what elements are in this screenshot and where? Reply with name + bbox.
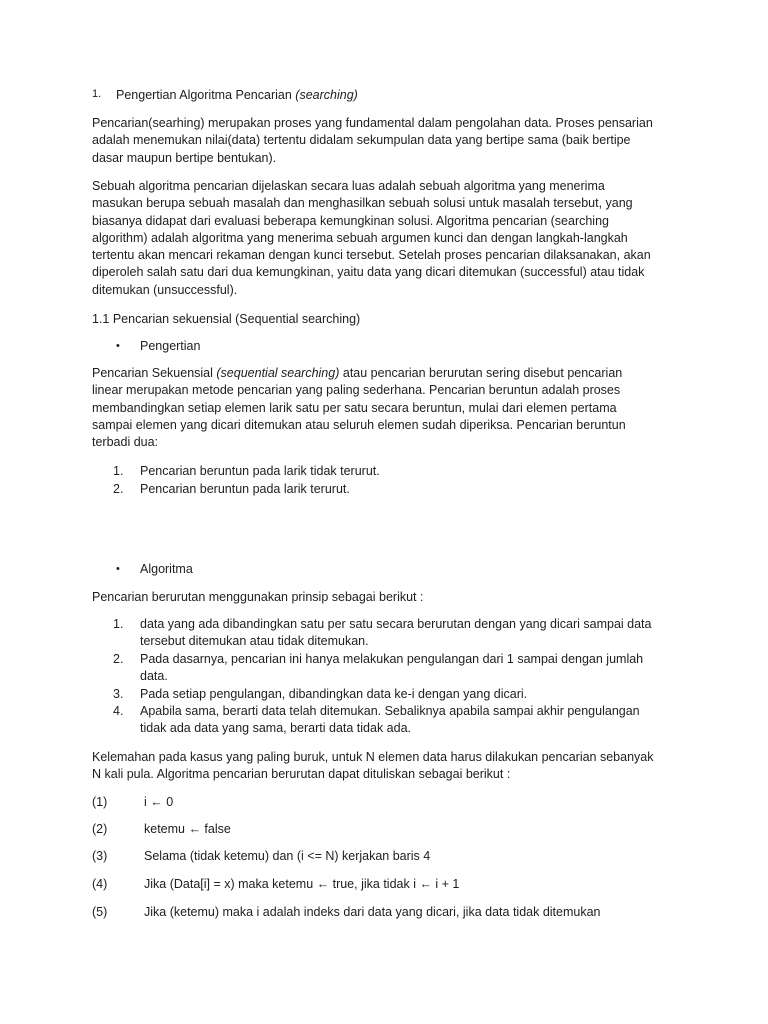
step-label: (2) [92,822,108,836]
step-label: (1) [92,795,108,809]
paragraph-line: diperoleh salah satu dari dua kemungkinan, yaitu data yang dicari ditemukan (successful) atau tidak [92,265,645,280]
list-item-continuation: tidak ada data yang sama, berarti data tidak ada. [140,721,412,735]
step-text: i ← 0 [144,795,174,809]
paragraph-line: N kali pula. Algoritma pencarian berurutan dapat dituliskan sebagai berikut : [92,767,511,782]
section-title-italic: (searching) [295,88,358,102]
list-number: 1. [113,464,124,478]
paragraph-line: biasanya didapat dari evaluasi beberapa kemungkinan solusi. Algoritma pencarian (searching [92,213,609,228]
paragraph-line: algorithm) adalah algoritma yang menerima sebuah argumen kunci dan dengan langkah-langkah [92,230,628,245]
section-title [116,88,358,102]
paragraph-line: membandingkan setiap elemen larik satu per satu secara beruntun, mulai dari elemen pertama [92,400,617,415]
list-number: 2. [113,482,124,496]
paragraph-line [92,365,692,382]
paragraph-line: dasar maupun bertipe bentukan). [92,150,277,165]
step-text: Jika (ketemu) maka i adalah indeks dari data yang dicari, jika data tidak ditemukan [144,905,601,919]
paragraph-sequential [92,365,692,451]
list-number: 2. [113,652,124,666]
paragraph-line: sampai elemen yang dicari ditemukan atau seluruh elemen sudah diperiksa. Pencarian beruntun [92,417,626,432]
list-item: Pada setiap pengulangan, dibandingkan data ke-i dengan yang dicari. [140,687,528,701]
paragraph-algorithm-description [92,178,692,299]
step-text: ketemu ← false [144,822,231,836]
paragraph-weakness [92,749,692,784]
list-item: Pencarian beruntun pada larik tidak terurut. [140,464,380,478]
paragraph-line: masukan berupa sebuah masalah dan menghasilkan sebuah solusi untuk masalah tersebut, yang [92,196,633,211]
step-text: Jika (Data[i] = x) maka ketemu ← true, jika tidak i ← i + 1 [144,877,460,891]
bullet-dot: • [116,563,120,575]
paragraph-line: terbadi dua: [92,435,159,450]
list-item: Apabila sama, berarti data telah ditemukan. Sebaliknya apabila sampai akhir pengulangan [140,704,640,718]
paragraph-line: Sebuah algoritma pencarian dijelaskan secara luas adalah sebuah algoritma yang menerima [92,179,605,193]
paragraph-line: Pencarian(searhing) merupakan proses yang fundamental dalam pengolahan data. Proses pensarian [92,116,653,130]
paragraph-line: linear merupakan metode pencarian yang paling sederhana. Pencarian beruntun adalah proses [92,383,621,398]
section-number: 1. [92,88,102,100]
paragraph-line: ditemukan (unsuccessful). [92,282,238,297]
bullet-pengertian: Pengertian [140,339,201,353]
step-label: (3) [92,849,108,863]
step-label: (4) [92,877,108,891]
list-item: Pencarian beruntun pada larik terurut. [140,482,350,496]
paragraph-definition [92,115,692,167]
list-number: 4. [113,704,124,718]
paragraph-line: Kelemahan pada kasus yang paling buruk, untuk N elemen data harus dilakukan pencarian sebanyak [92,750,654,764]
list-item: Pada dasarnya, pencarian ini hanya melakukan pengulangan dari 1 sampai dengan jumlah [140,652,644,666]
p3-rest: atau pencarian berurutan sering disebut pencarian [339,366,623,380]
list-item-continuation: data. [140,669,168,683]
paragraph-line: adalah menemukan nilai(data) tertentu didalam sekumpulan data yang bertipe sama (baik bertipe [92,133,631,148]
bullet-dot: • [116,340,120,352]
section-title-text: Pengertian Algoritma Pencarian [116,88,292,102]
bullet-algoritma: Algoritma [140,562,193,576]
p3-lead: Pencarian Sekuensial [92,366,217,380]
list-number: 1. [113,617,124,631]
list-item: data yang ada dibandingkan satu per satu secara berurutan dengan yang dicari sampai data [140,617,652,631]
step-label: (5) [92,905,108,919]
list-number: 3. [113,687,124,701]
paragraph-line: tertentu akan mencari rekaman dengan kunci tersebut. Setelah proses pencarian dilaksanakan, akan [92,248,651,263]
paragraph-principle: Pencarian berurutan menggunakan prinsip sebagai berikut : [92,590,424,604]
list-item-continuation: tersebut ditemukan atau tidak ditemukan. [140,634,369,648]
subsection-title: 1.1 Pencarian sekuensial (Sequential searching) [92,312,361,326]
step-text: Selama (tidak ketemu) dan (i <= N) kerjakan baris 4 [144,849,431,863]
p3-italic: (sequential searching) [216,366,340,380]
